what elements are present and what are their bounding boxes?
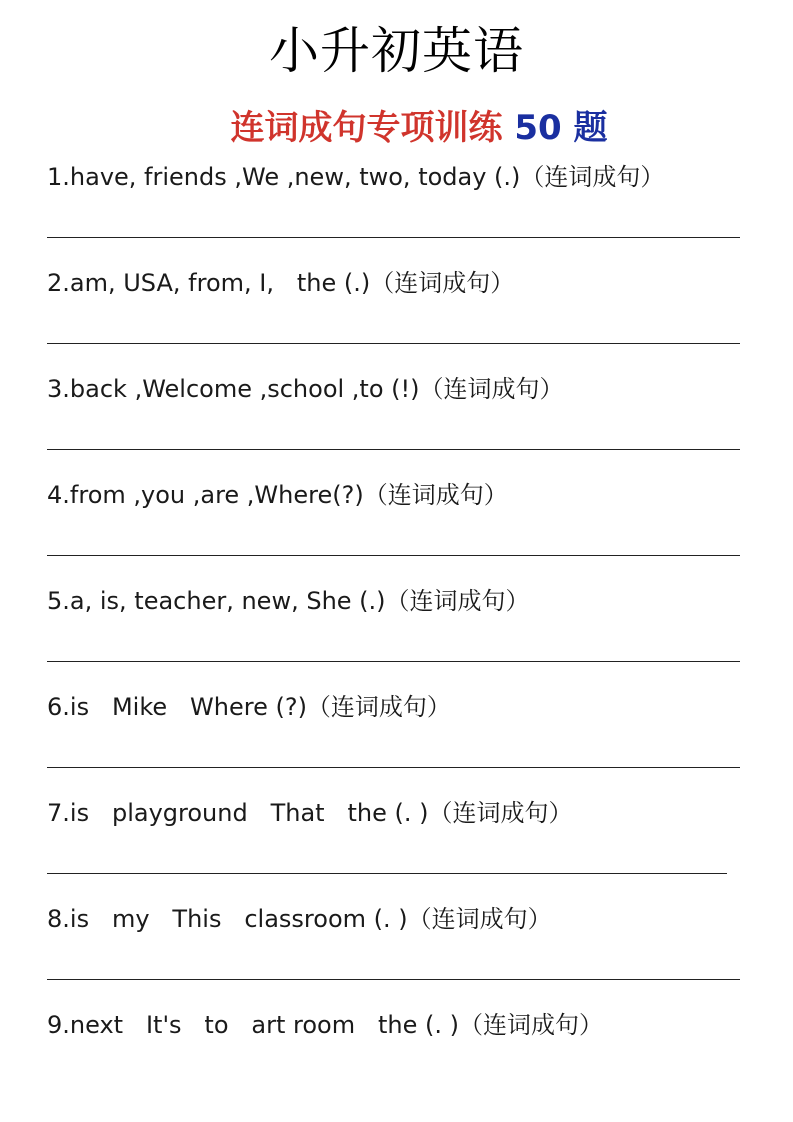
question-4-answer-line[interactable] [47,555,740,556]
question-4-text: 4.from ,you ,are ,Where(?)（连词成句） [47,481,508,509]
question-6-text: 6.is Mike Where (?)（连词成句） [47,693,451,721]
question-2-text: 2.am, USA, from, I, the (.)（连词成句） [47,269,515,297]
question-6-answer-line[interactable] [47,767,740,768]
subtitle-count-text: 50 题 [514,108,608,148]
question-1-text: 1.have, friends ,We ,new, two, today (.)（连词成句） [47,163,665,191]
question-3-answer-line[interactable] [47,449,740,450]
subtitle-red-text: 连词成句专项训练 [230,108,503,148]
question-9-text: 9.next It's to art room the (. )（连词成句） [47,1011,603,1039]
question-8-text: 8.is my This classroom (. )（连词成句） [47,905,552,933]
question-7-answer-line[interactable] [47,873,727,874]
question-7-text: 7.is playground That the (. )（连词成句） [47,799,573,827]
question-5-answer-line[interactable] [47,661,740,662]
question-5-text: 5.a, is, teacher, new, She (.)（连词成句） [47,587,530,615]
question-8-answer-line[interactable] [47,979,740,980]
page-title: 小升初英语 [269,22,524,80]
question-2-answer-line[interactable] [47,343,740,344]
page-subtitle [0,104,793,152]
question-3-text: 3.back ,Welcome ,school ,to (!)（连词成句） [47,375,564,403]
question-1-answer-line[interactable] [47,237,740,238]
